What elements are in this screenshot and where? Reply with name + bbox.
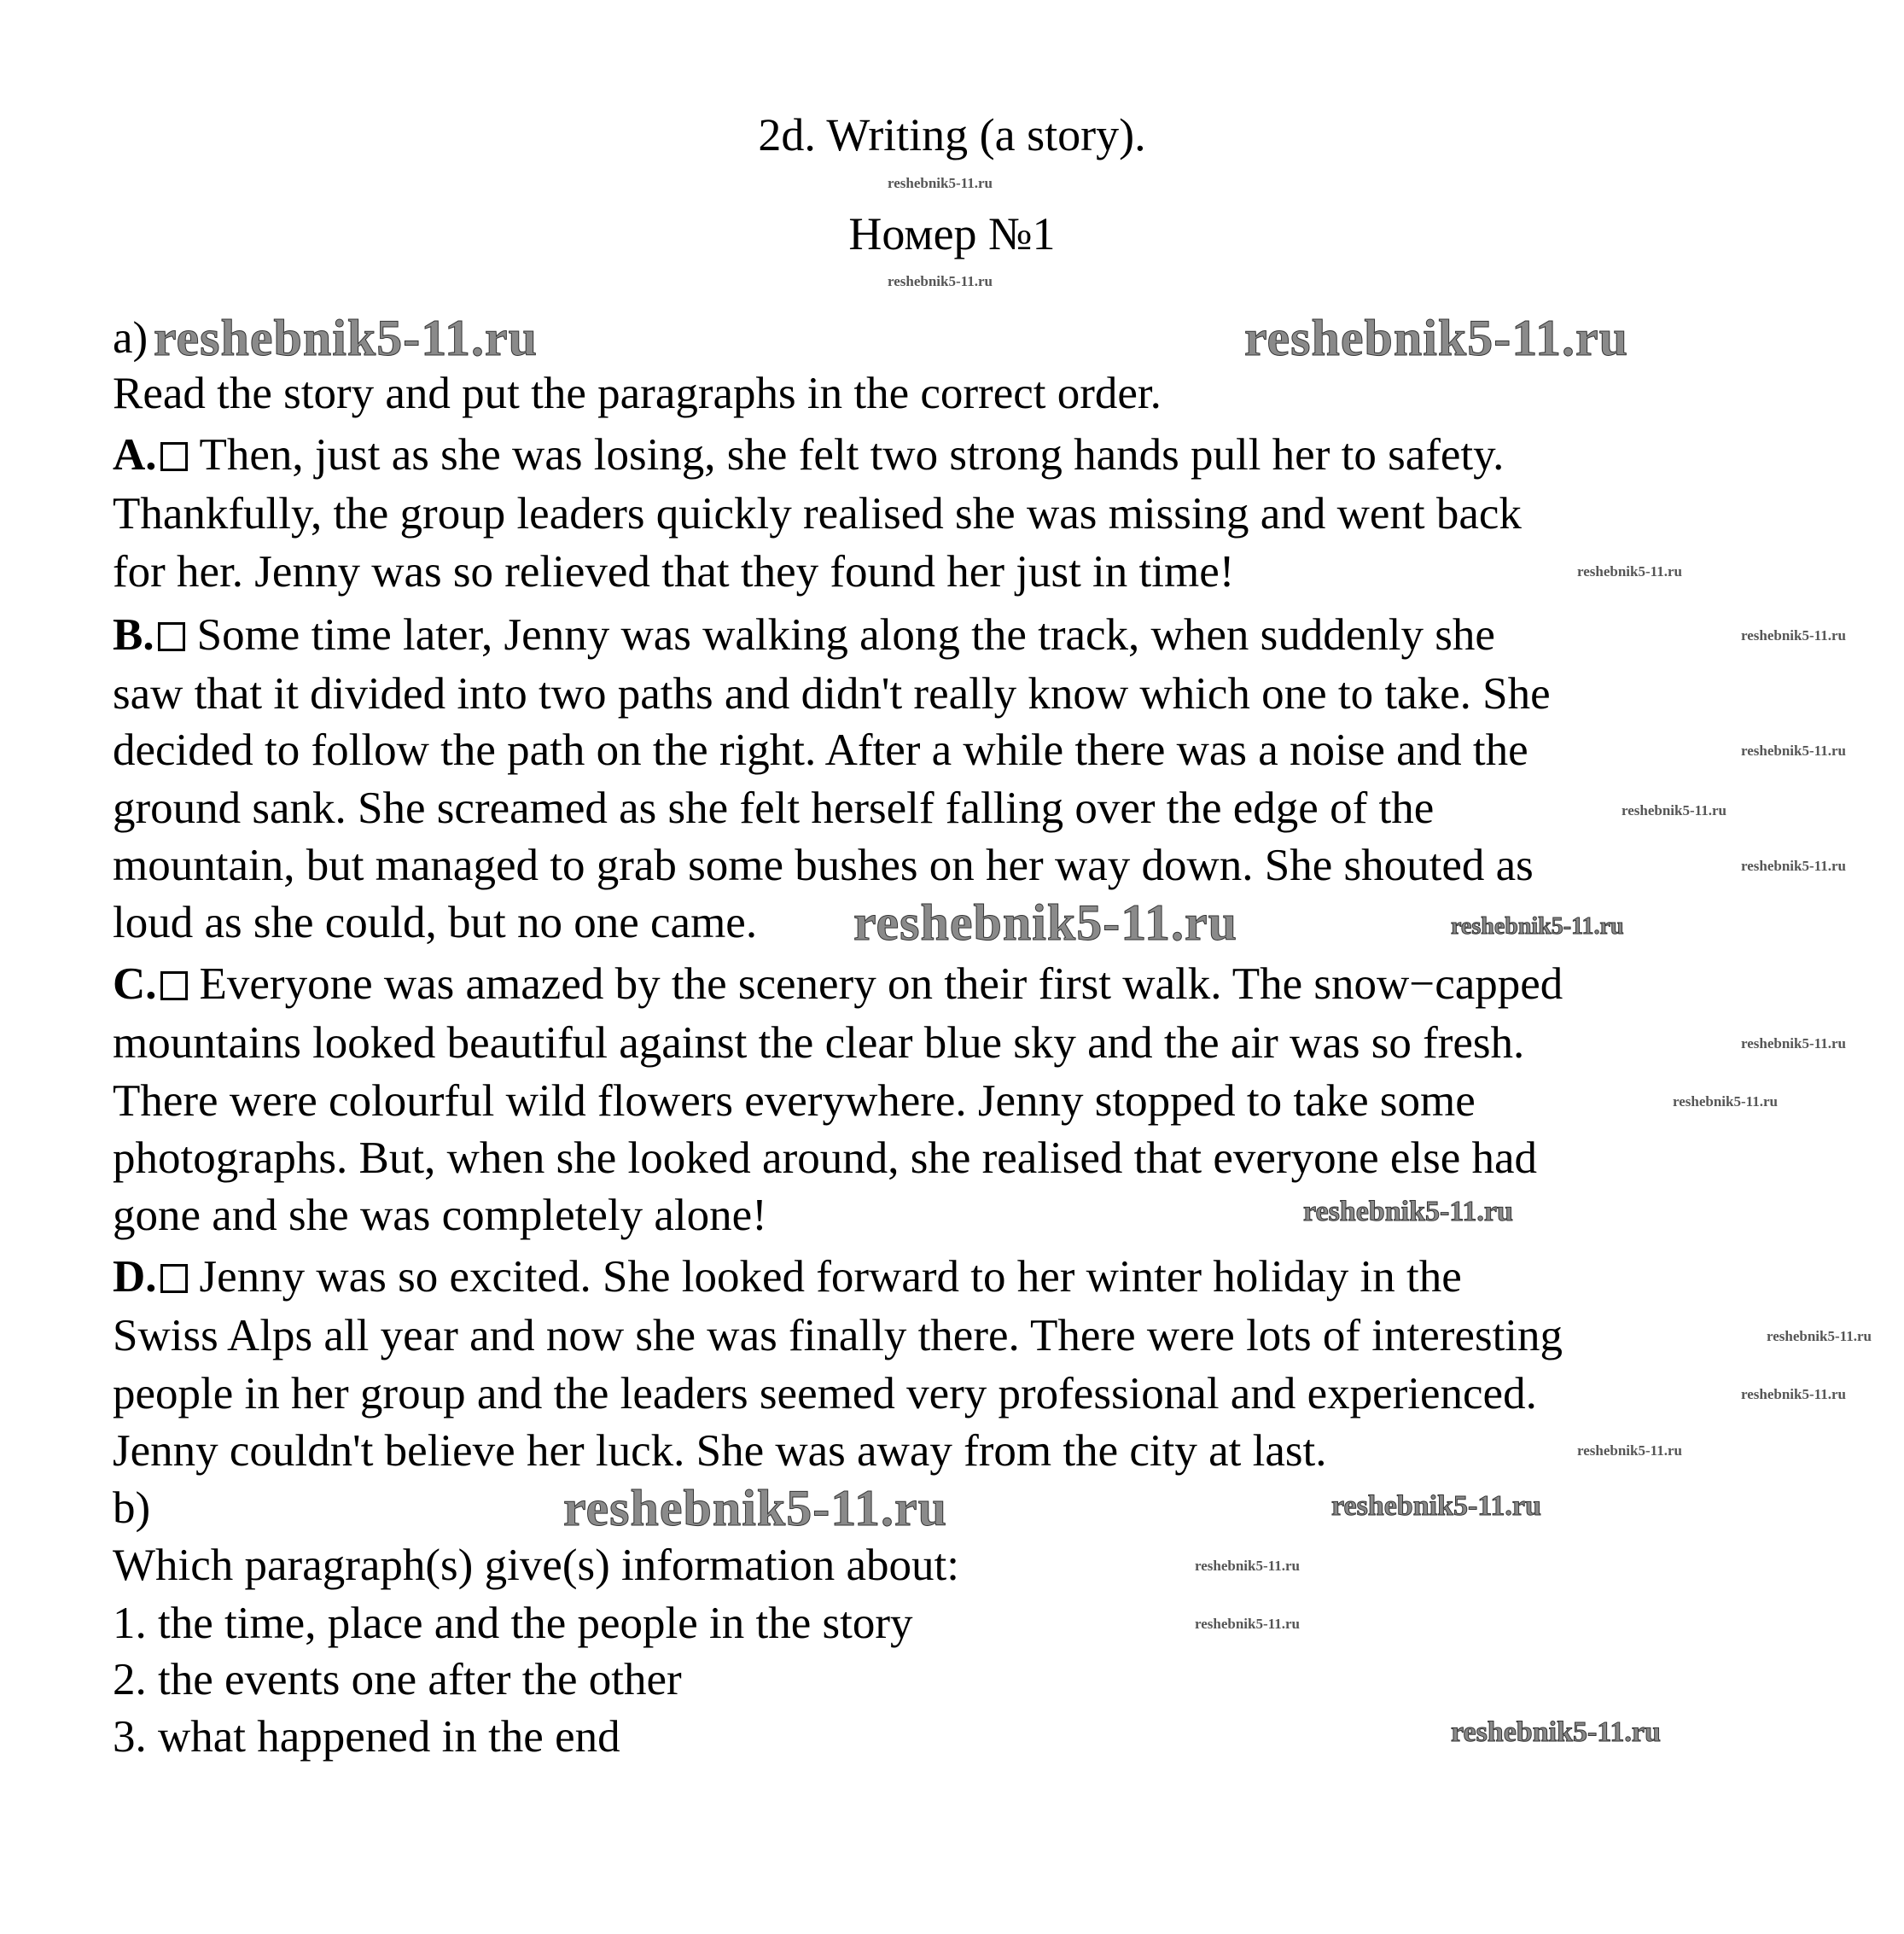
paragraph-b-line: ground sank. She screamed as she felt herself falling over the edge of the xyxy=(113,784,1435,833)
part-a-label: a) xyxy=(113,313,148,363)
watermark: reshebnik5-11.ru xyxy=(1741,743,1846,759)
watermark: reshebnik5-11.ru xyxy=(1331,1490,1541,1522)
paragraph-label: C. xyxy=(113,959,157,1009)
question: Which paragraph(s) give(s) information about: xyxy=(113,1541,959,1590)
watermark: reshebnik5-11.ru xyxy=(1741,1035,1846,1051)
paragraph-text: Then, just as she was losing, she felt two strong hands pull her to safety. xyxy=(199,430,1505,480)
paragraph-c-line: mountains looked beautiful against the clear blue sky and the air was so fresh. xyxy=(113,1018,1525,1068)
paragraph-a-line: Thankfully, the group leaders quickly realised she was missing and went back xyxy=(113,489,1522,539)
watermark: reshebnik5-11.ru xyxy=(563,1480,947,1536)
paragraph-d-line: Swiss Alps all year and now she was finally there. There were lots of interesting xyxy=(113,1311,1563,1360)
exercise-number: Номер №1 xyxy=(848,208,1056,259)
watermark: reshebnik5-11.ru xyxy=(1195,1616,1300,1632)
watermark: reshebnik5-11.ru xyxy=(1195,1558,1300,1574)
paragraph-b-line: mountain, but managed to grab some bushes on her way down. She shouted as xyxy=(113,841,1534,890)
order-checkbox[interactable] xyxy=(160,971,188,1000)
watermark: reshebnik5-11.ru xyxy=(1741,858,1846,874)
watermark: reshebnik5-11.ru xyxy=(1303,1196,1513,1227)
watermark: reshebnik5-11.ru xyxy=(1741,627,1846,644)
paragraph-text: Jenny was so excited. She looked forward to her winter holiday in the xyxy=(199,1252,1462,1302)
paragraph-c-line: gone and she was completely alone! xyxy=(113,1191,767,1240)
paragraph-a-line xyxy=(113,428,1504,482)
paragraph-c-line xyxy=(113,957,1563,1011)
paragraph-b-line xyxy=(113,608,1495,662)
question-item: 1. the time, place and the people in the story xyxy=(113,1599,913,1648)
watermark: reshebnik5-11.ru xyxy=(888,175,993,191)
watermark: reshebnik5-11.ru xyxy=(154,310,538,366)
order-checkbox[interactable] xyxy=(160,1264,188,1293)
instruction: Read the story and put the paragraphs in the correct order. xyxy=(113,369,1162,418)
watermark: reshebnik5-11.ru xyxy=(888,273,993,289)
question-item: 3. what happened in the end xyxy=(113,1712,620,1762)
paragraph-a-line: for her. Jenny was so relieved that they found her just in time! xyxy=(113,547,1235,597)
watermark: reshebnik5-11.ru xyxy=(1741,1386,1846,1402)
watermark: reshebnik5-11.ru xyxy=(1451,1716,1661,1748)
order-checkbox[interactable] xyxy=(158,622,185,651)
watermark: reshebnik5-11.ru xyxy=(1244,310,1628,366)
part-b-label: b) xyxy=(113,1483,151,1533)
paragraph-text: Some time later, Jenny was walking along the track, when suddenly she xyxy=(196,610,1495,660)
watermark: reshebnik5-11.ru xyxy=(1767,1328,1872,1344)
paragraph-d-line: people in her group and the leaders seemed very professional and experienced. xyxy=(113,1369,1537,1418)
order-checkbox[interactable] xyxy=(160,442,188,471)
page-title: 2d. Writing (a story). xyxy=(758,109,1146,160)
watermark: reshebnik5-11.ru xyxy=(1577,1442,1682,1459)
paragraph-b-line: decided to follow the path on the right. After a while there was a noise and the xyxy=(113,725,1528,775)
watermark: reshebnik5-11.ru xyxy=(1673,1093,1778,1110)
watermark: reshebnik5-11.ru xyxy=(1451,913,1624,940)
paragraph-b-line: saw that it divided into two paths and didn't really know which one to take. She xyxy=(113,669,1551,719)
paragraph-d-line: Jenny couldn't believe her luck. She was away from the city at last. xyxy=(113,1426,1327,1476)
paragraph-label: A. xyxy=(113,430,157,480)
watermark: reshebnik5-11.ru xyxy=(1577,563,1682,580)
paragraph-c-line: photographs. But, when she looked around, she realised that everyone else had xyxy=(113,1133,1538,1183)
paragraph-label: D. xyxy=(113,1252,157,1302)
paragraph-d-line xyxy=(113,1250,1462,1304)
paragraph-label: B. xyxy=(113,610,154,660)
watermark: reshebnik5-11.ru xyxy=(853,894,1237,951)
paragraph-c-line: There were colourful wild flowers everywhere. Jenny stopped to take some xyxy=(113,1076,1476,1126)
paragraph-text: Everyone was amazed by the scenery on their first walk. The snow−capped xyxy=(199,959,1563,1009)
question-item: 2. the events one after the other xyxy=(113,1655,682,1704)
paragraph-b-line: loud as she could, but no one came. xyxy=(113,898,758,947)
watermark: reshebnik5-11.ru xyxy=(1622,802,1726,818)
